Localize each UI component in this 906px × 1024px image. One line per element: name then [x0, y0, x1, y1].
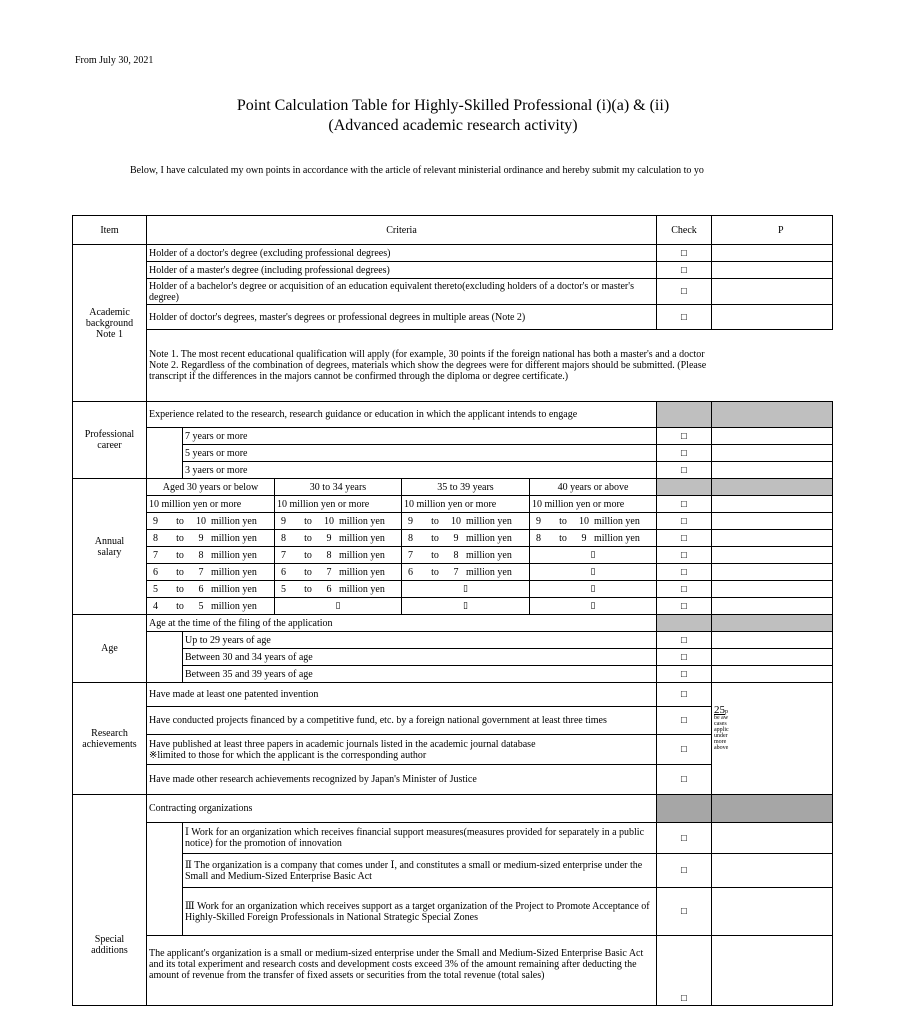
points-cell — [712, 262, 833, 279]
salary-cell: 10 million yen or more — [530, 496, 657, 513]
table-row — [73, 564, 833, 581]
salary-unit: million yen — [466, 532, 512, 544]
salary-to: to — [304, 515, 312, 527]
indent-cell — [147, 462, 183, 479]
item-special-additions — [73, 795, 147, 1006]
indent-cell — [147, 666, 183, 683]
checkbox[interactable]: ☐ — [657, 581, 712, 598]
salary-lo: 9 — [536, 515, 541, 527]
salary-range-cell — [147, 513, 275, 530]
salary-range-cell — [402, 564, 530, 581]
checkbox[interactable]: ☐ — [657, 854, 712, 888]
salary-range-cell — [275, 581, 402, 598]
points-cell — [712, 823, 833, 854]
salary-cell: 10 million yen or more — [147, 496, 275, 513]
criteria-papers — [147, 735, 657, 765]
criteria-org-3: Ⅲ Work for an organization which receives support as a target organization of the Project to Promote Acceptance of Highly-Skilled Foreign Professionals in National Strategic Special Zones — [183, 888, 657, 936]
header-points: P — [712, 216, 833, 245]
age-group-header: 40 years or above — [530, 479, 657, 496]
salary-range-cell — [147, 564, 275, 581]
table-row — [73, 854, 833, 888]
item-label: Professional — [84, 429, 135, 440]
criteria-patent: Have made at least one patented invention — [147, 683, 657, 707]
criteria-papers-line1: Have published at least three papers in academic journals listed in the academic journal database — [149, 738, 536, 750]
checkbox[interactable]: ☐ — [657, 888, 712, 936]
table-row — [73, 428, 833, 445]
points-cell — [712, 445, 833, 462]
salary-hi: 10 — [196, 515, 206, 527]
checkbox[interactable]: ☐ — [657, 445, 712, 462]
table-row — [73, 683, 833, 707]
age-group-header: 35 to 39 years — [402, 479, 530, 496]
grey-cell — [712, 795, 833, 823]
salary-range-cell — [275, 530, 402, 547]
academic-notes — [147, 330, 833, 402]
table-row — [73, 632, 833, 649]
salary-range-cell — [530, 513, 657, 530]
criteria-age-heading: Age at the time of the filing of the application — [147, 615, 657, 632]
checkbox[interactable]: ☐ — [657, 279, 712, 305]
salary-unit: million yen — [339, 515, 385, 527]
header-criteria: Criteria — [147, 216, 657, 245]
criteria-papers-line2: ※limited to those for which the applicant is the corresponding author — [149, 749, 427, 761]
criteria-age-35-39: Between 35 and 39 years of age — [183, 666, 657, 683]
salary-range-cell — [147, 530, 275, 547]
checkbox[interactable]: ☐ — [657, 462, 712, 479]
points-cell — [712, 428, 833, 445]
checkbox[interactable]: ☐ — [657, 530, 712, 547]
criteria-career-3y: 3 yaers or more — [183, 462, 657, 479]
table-header-row — [73, 216, 833, 245]
salary-unit: million yen — [211, 600, 257, 612]
indent-cell — [147, 888, 183, 936]
salary-lo: 8 — [281, 532, 286, 544]
salary-lo: 9 — [408, 515, 413, 527]
salary-to: to — [431, 532, 439, 544]
salary-hi: 9 — [453, 532, 459, 544]
item-label-wrap — [75, 844, 144, 956]
salary-hi: 10 — [324, 515, 334, 527]
checkbox[interactable]: ☐ — [657, 598, 712, 615]
salary-unit: million yen — [594, 515, 640, 527]
salary-range-cell — [275, 513, 402, 530]
item-professional-career — [73, 402, 147, 479]
point-calculation-table — [72, 215, 833, 1006]
table-row — [73, 598, 833, 615]
salary-unit: million yen — [211, 566, 257, 578]
criteria-other-achievements: Have made other research achievements recognized by Japan's Minister of Justice — [147, 765, 657, 795]
checkbox[interactable]: ☐ — [657, 632, 712, 649]
salary-unit: million yen — [211, 532, 257, 544]
salary-lo: 8 — [153, 532, 158, 544]
criteria-career-7y: 7 years or more — [183, 428, 657, 445]
salary-hi: 10 — [451, 515, 461, 527]
salary-cell: 10 million yen or more — [275, 496, 402, 513]
salary-hi: 6 — [198, 583, 204, 595]
salary-to: to — [431, 549, 439, 561]
item-label: Research — [91, 727, 128, 739]
points-cell — [712, 245, 833, 262]
points-small: be aw — [714, 715, 729, 721]
criteria-bachelor: Holder of a bachelor's degree or acquisition of an education equivalent thereto(excluding holders of a doctor's or master's degree) — [147, 279, 657, 305]
checkbox[interactable]: ☐ — [657, 547, 712, 564]
salary-unit: million yen — [466, 515, 512, 527]
criteria-age-29: Up to 29 years of age — [183, 632, 657, 649]
points-cell — [712, 581, 833, 598]
checkbox[interactable]: ☐ — [657, 707, 712, 735]
table-row — [73, 245, 833, 262]
points-cell — [712, 936, 833, 1006]
salary-range-cell — [402, 530, 530, 547]
salary-range-cell — [530, 530, 657, 547]
table-row — [73, 649, 833, 666]
criteria-contracting-orgs: Contracting organizations — [147, 795, 657, 823]
salary-lo: 5 — [281, 583, 286, 595]
header-item: Item — [73, 216, 147, 245]
points-small: more — [714, 739, 727, 745]
item-label: background — [85, 317, 134, 329]
grey-cell — [657, 479, 712, 496]
salary-to: to — [176, 515, 184, 527]
header-check: Check — [657, 216, 712, 245]
points-cell — [712, 888, 833, 936]
points-cell — [712, 462, 833, 479]
table-row — [73, 402, 833, 428]
criteria-competitive-fund: Have conducted projects financed by a competitive fund, etc. by a foreign national government at least three times — [147, 707, 657, 735]
salary-range-cell: ▯ — [275, 598, 402, 615]
item-academic-background — [73, 245, 147, 402]
page-title — [0, 96, 906, 136]
checkbox[interactable]: ☐ — [657, 649, 712, 666]
salary-range-cell: ▯ — [402, 598, 530, 615]
table-row — [73, 479, 833, 496]
salary-hi: 9 — [326, 532, 332, 544]
item-label: career — [97, 440, 122, 451]
criteria-doctor: Holder of a doctor's degree (excluding professional degrees) — [147, 245, 657, 262]
checkbox[interactable]: ☐ — [657, 513, 712, 530]
salary-hi: 8 — [326, 549, 332, 561]
salary-hi: 7 — [326, 566, 332, 578]
checkbox[interactable]: ☐ — [657, 666, 712, 683]
note-3: transcript if the differences in the majors cannot be confirmed through the diploma or degree certificate.) — [149, 371, 569, 382]
criteria-org-1: Ⅰ Work for an organization which receives financial support measures(measures provided for separately in a public notice) for the promotion of innovation — [183, 823, 657, 854]
salary-unit: million yen — [211, 515, 257, 527]
table-row — [73, 547, 833, 564]
age-group-header: Aged 30 years or below — [147, 479, 275, 496]
salary-lo: 6 — [153, 566, 158, 578]
salary-lo: 6 — [281, 566, 286, 578]
points-note-wrap — [714, 695, 830, 751]
salary-to: to — [304, 549, 312, 561]
criteria-sme-research-costs: The applicant's organization is a small or medium-sized enterprise under the Small and Medium-Sized Enterprise Basic Act and its total experiment and research costs and development costs exceed 3% of the amount remaining after deducting the amount of revenue from the transfer of fixed assets or securities from the total revenue (total sales) — [147, 936, 657, 1006]
salary-unit: million yen — [211, 549, 257, 561]
salary-lo: 7 — [153, 549, 158, 561]
points-cell — [712, 632, 833, 649]
grey-cell — [657, 402, 712, 428]
points-cell — [712, 530, 833, 547]
points-cell — [712, 564, 833, 581]
grey-cell — [712, 402, 833, 428]
checkbox[interactable]: ☐ — [657, 683, 712, 707]
table-row — [73, 936, 833, 1006]
salary-lo: 7 — [408, 549, 413, 561]
criteria-career-5y: 5 years or more — [183, 445, 657, 462]
table-row — [73, 666, 833, 683]
criteria-age-30-34: Between 30 and 34 years of age — [183, 649, 657, 666]
salary-range-cell — [402, 513, 530, 530]
salary-unit: million yen — [466, 549, 512, 561]
salary-lo: 4 — [153, 600, 158, 612]
salary-range-cell — [275, 564, 402, 581]
item-label: Academic — [89, 306, 130, 318]
criteria-career-heading: Experience related to the research, research guidance or education in which the applicant intends to engage — [147, 402, 657, 428]
table-row — [73, 888, 833, 936]
salary-hi: 8 — [453, 549, 459, 561]
salary-unit: million yen — [339, 583, 385, 595]
table-row — [73, 496, 833, 513]
title-line-2: (Advanced academic research activity) — [328, 117, 578, 134]
salary-hi: 8 — [198, 549, 204, 561]
table-row — [73, 530, 833, 547]
points-cell — [712, 305, 833, 330]
table-row — [73, 279, 833, 305]
item-label: additions — [91, 945, 128, 956]
salary-to: to — [304, 532, 312, 544]
intro-text: Below, I have calculated my own points in accordance with the article of relevant ministerial ordinance and hereby submit my calculation to yo — [130, 165, 704, 176]
salary-hi: 6 — [326, 583, 332, 595]
salary-unit: million yen — [339, 566, 385, 578]
note-1: Note 1. The most recent educational qualification will apply (for example, 30 points if the foreign national has both a master's and a doctor — [149, 349, 705, 360]
item-label: achievements — [82, 738, 137, 750]
points-value: 25 — [714, 704, 725, 716]
points-cell — [712, 598, 833, 615]
salary-to: to — [559, 515, 567, 527]
points-small: p — [725, 709, 728, 715]
checkbox[interactable]: ☐ — [657, 564, 712, 581]
points-small: applic — [714, 727, 729, 733]
salary-range-cell: ▯ — [530, 547, 657, 564]
salary-range-cell: ▯ — [530, 581, 657, 598]
salary-range-cell — [275, 547, 402, 564]
salary-range-cell: ▯ — [530, 564, 657, 581]
salary-range-cell — [147, 581, 275, 598]
checkbox[interactable]: ☐ — [657, 245, 712, 262]
point-table-container — [72, 215, 784, 1024]
salary-lo: 9 — [281, 515, 286, 527]
criteria-master: Holder of a master's degree (including professional degrees) — [147, 262, 657, 279]
item-label: Special — [94, 934, 125, 945]
salary-hi: 5 — [198, 600, 204, 612]
indent-cell — [147, 428, 183, 445]
salary-lo: 7 — [281, 549, 286, 561]
points-cell — [712, 496, 833, 513]
salary-cell: 10 million yen or more — [402, 496, 530, 513]
table-row — [73, 581, 833, 598]
checkbox[interactable]: ☐ — [657, 428, 712, 445]
points-small: above — [714, 745, 729, 751]
indent-cell — [147, 632, 183, 649]
salary-to: to — [176, 583, 184, 595]
salary-hi: 9 — [198, 532, 204, 544]
salary-unit: million yen — [339, 549, 385, 561]
grey-cell — [712, 479, 833, 496]
salary-lo: 6 — [408, 566, 413, 578]
item-label: Annual — [94, 535, 125, 547]
table-row — [73, 462, 833, 479]
grey-cell — [712, 615, 833, 632]
indent-cell — [147, 445, 183, 462]
table-row — [73, 795, 833, 823]
salary-lo: 8 — [536, 532, 541, 544]
item-research-achievements — [73, 683, 147, 795]
salary-hi: 7 — [198, 566, 204, 578]
salary-lo: 5 — [153, 583, 158, 595]
checkbox[interactable]: ☐ — [657, 823, 712, 854]
criteria-multiple-degrees: Holder of doctor's degrees, master's degrees or professional degrees in multiple areas (Note 2) — [147, 305, 657, 330]
grey-cell — [657, 615, 712, 632]
item-annual-salary — [73, 479, 147, 615]
salary-unit: million yen — [339, 532, 385, 544]
title-line-1: Point Calculation Table for Highly-Skilled Professional (i)(a) & (ii) — [236, 97, 670, 114]
salary-lo: 9 — [153, 515, 158, 527]
salary-range-cell — [402, 547, 530, 564]
item-label: salary — [97, 546, 122, 558]
salary-hi: 10 — [579, 515, 589, 527]
salary-to: to — [176, 566, 184, 578]
points-cell — [712, 666, 833, 683]
table-row — [73, 330, 833, 402]
note-2: Note 2. Regardless of the combination of degrees, materials which show the degrees were for different majors should be submitted. (Please — [149, 360, 707, 371]
salary-to: to — [431, 566, 439, 578]
research-points-note — [712, 683, 833, 795]
salary-unit: million yen — [211, 583, 257, 595]
indent-cell — [147, 823, 183, 854]
salary-unit: million yen — [466, 566, 512, 578]
salary-range-cell — [147, 598, 275, 615]
salary-to: to — [176, 600, 184, 612]
grey-cell — [657, 795, 712, 823]
salary-range-cell: ▯ — [530, 598, 657, 615]
checkbox[interactable]: ☐ — [657, 305, 712, 330]
salary-lo: 8 — [408, 532, 413, 544]
salary-range-cell — [147, 547, 275, 564]
salary-hi: 9 — [581, 532, 587, 544]
points-small: under — [714, 733, 728, 739]
salary-to: to — [431, 515, 439, 527]
points-small: cases — [714, 721, 727, 727]
points-cell — [712, 854, 833, 888]
criteria-org-2: Ⅱ The organization is a company that comes under Ⅰ, and constitutes a small or medium-sized enterprise under the Small and Medium-Sized Enterprise Basic Act — [183, 854, 657, 888]
item-age: Age — [73, 615, 147, 683]
indent-cell — [147, 854, 183, 888]
table-row — [73, 445, 833, 462]
checkbox[interactable]: ☐ — [657, 496, 712, 513]
checkbox[interactable]: ☐ — [657, 262, 712, 279]
salary-range-cell: ▯ — [402, 581, 530, 598]
salary-to: to — [176, 532, 184, 544]
table-row — [73, 262, 833, 279]
points-cell — [712, 279, 833, 305]
salary-unit: million yen — [594, 532, 640, 544]
table-row — [73, 305, 833, 330]
checkbox[interactable]: ☐ — [657, 735, 712, 765]
salary-to: to — [559, 532, 567, 544]
salary-to: to — [304, 583, 312, 595]
points-cell — [712, 547, 833, 564]
points-cell — [712, 513, 833, 530]
salary-hi: 7 — [453, 566, 459, 578]
checkbox[interactable]: ☐ — [657, 936, 712, 1006]
indent-cell — [147, 649, 183, 666]
effective-date: From July 30, 2021 — [75, 55, 154, 66]
points-cell — [712, 649, 833, 666]
salary-to: to — [176, 549, 184, 561]
table-row — [73, 615, 833, 632]
age-group-header: 30 to 34 years — [275, 479, 402, 496]
item-label: Note 1 — [96, 328, 123, 340]
table-row — [73, 513, 833, 530]
table-row — [73, 823, 833, 854]
checkbox[interactable]: ☐ — [657, 765, 712, 795]
salary-to: to — [304, 566, 312, 578]
